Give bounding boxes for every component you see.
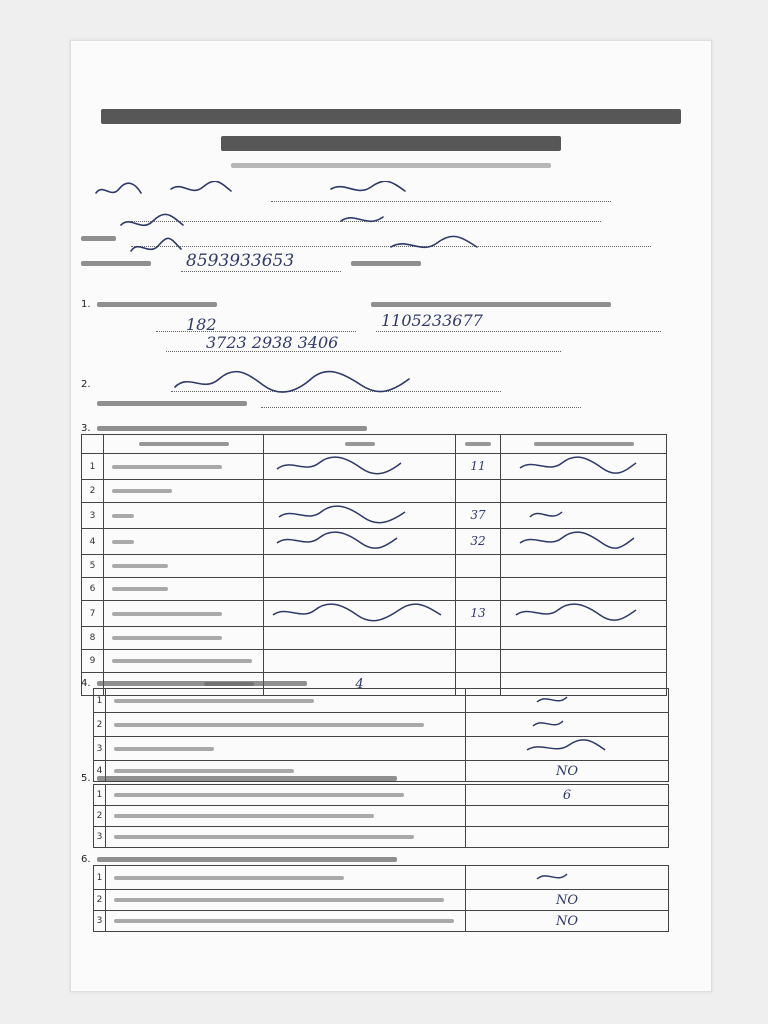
question-number: 6. — [81, 854, 91, 865]
header-handwriting — [91, 181, 271, 261]
occupation-cell — [501, 529, 667, 555]
question-label — [106, 713, 466, 737]
row-number: 2 — [82, 480, 104, 503]
section-label — [97, 401, 247, 406]
occupation-cell — [501, 503, 667, 529]
survey-number-handwritten: 182 — [186, 315, 217, 334]
table-row — [94, 713, 669, 737]
section-4-table — [93, 688, 669, 782]
name-cell — [264, 503, 456, 529]
age-cell: 13 — [456, 601, 501, 627]
row-number: 4 — [94, 761, 106, 782]
row-number: 2 — [94, 890, 106, 911]
table-row — [94, 890, 669, 911]
family-members-table — [81, 434, 667, 696]
row-number: 3 — [82, 503, 104, 529]
table-row — [94, 827, 669, 848]
header-handwriting — [301, 181, 541, 261]
field-line — [261, 407, 581, 408]
table-row — [94, 737, 669, 761]
question-number: 5. — [81, 773, 91, 784]
table-row — [82, 555, 667, 578]
question-label — [106, 806, 466, 827]
aadhaar-number-handwritten: 3723 2938 3406 — [206, 333, 339, 352]
occupation-cell — [501, 578, 667, 601]
name-cell — [264, 555, 456, 578]
age-cell — [456, 480, 501, 503]
section-5-table — [93, 784, 669, 848]
table-row — [94, 785, 669, 806]
question-label — [106, 827, 466, 848]
age-cell: 11 — [456, 454, 501, 480]
section-2-handwriting — [171, 369, 471, 397]
section-label — [97, 681, 307, 686]
relation-label — [104, 578, 264, 601]
field-line — [376, 331, 661, 332]
row-number: 3 — [94, 911, 106, 932]
table-header — [104, 435, 264, 454]
header-dotted-line-4 — [181, 271, 341, 272]
answer-cell — [466, 689, 669, 713]
row-number: 3 — [94, 737, 106, 761]
row-number: 9 — [82, 650, 104, 673]
answer-cell: NO — [466, 890, 669, 911]
occupation-cell — [501, 627, 667, 650]
table-row — [82, 601, 667, 627]
section-6-table — [93, 865, 669, 932]
question-number: 2. — [81, 379, 91, 390]
age-cell — [456, 650, 501, 673]
occupation-cell — [501, 480, 667, 503]
section-label — [97, 857, 397, 862]
table-row — [94, 806, 669, 827]
question-label — [106, 890, 466, 911]
age-cell — [456, 578, 501, 601]
question-number: 3. — [81, 423, 91, 434]
row-number: 3 — [94, 827, 106, 848]
occupation-cell — [501, 454, 667, 480]
phone-number-handwritten: 8593933653 — [186, 251, 295, 271]
relation-label — [104, 529, 264, 555]
question-label — [106, 689, 466, 713]
table-header — [501, 435, 667, 454]
row-number: 1 — [82, 454, 104, 480]
row-number: 6 — [82, 578, 104, 601]
occupation-cell — [501, 601, 667, 627]
relation-label — [104, 650, 264, 673]
form-title-line-1 — [101, 109, 681, 124]
name-cell — [264, 578, 456, 601]
table-row — [94, 689, 669, 713]
question-label — [106, 911, 466, 932]
answer-cell — [466, 713, 669, 737]
occupation-cell — [501, 555, 667, 578]
answer-cell: NO — [466, 911, 669, 932]
header-label — [351, 261, 421, 266]
relation-label — [104, 454, 264, 480]
age-cell: 37 — [456, 503, 501, 529]
answer-cell — [466, 806, 669, 827]
relation-label — [104, 627, 264, 650]
table-row — [82, 578, 667, 601]
answer-cell — [466, 827, 669, 848]
table-row — [94, 911, 669, 932]
table-row — [82, 627, 667, 650]
row-number: 7 — [82, 601, 104, 627]
question-label — [106, 866, 466, 890]
row-number: 1 — [94, 785, 106, 806]
age-cell — [456, 627, 501, 650]
answer-cell: NO — [466, 761, 669, 782]
row-number: 2 — [94, 713, 106, 737]
name-cell — [264, 601, 456, 627]
name-cell — [264, 480, 456, 503]
age-cell: 32 — [456, 529, 501, 555]
answer-cell — [466, 737, 669, 761]
question-number: 4. — [81, 678, 91, 689]
table-row — [82, 650, 667, 673]
name-cell — [264, 529, 456, 555]
section-label — [371, 302, 611, 307]
table-row — [82, 480, 667, 503]
row-number: 4 — [82, 529, 104, 555]
table-header-row — [82, 435, 667, 454]
name-cell — [264, 650, 456, 673]
row-number: 1 — [94, 689, 106, 713]
section-label — [97, 302, 217, 307]
table-header — [456, 435, 501, 454]
total-value: 4 — [264, 673, 456, 696]
section-label — [97, 426, 367, 431]
header-label — [81, 261, 151, 266]
table-row — [82, 503, 667, 529]
second-number-handwritten: 1105233677 — [381, 311, 483, 330]
name-cell — [264, 454, 456, 480]
relation-label — [104, 601, 264, 627]
table-header — [82, 435, 104, 454]
form-title-line-2 — [221, 136, 561, 151]
question-label — [106, 785, 466, 806]
name-cell — [264, 627, 456, 650]
row-number: 1 — [94, 866, 106, 890]
relation-label — [104, 480, 264, 503]
row-number: 2 — [94, 806, 106, 827]
age-cell — [456, 555, 501, 578]
question-number: 1. — [81, 299, 91, 310]
row-number: 5 — [82, 555, 104, 578]
form-sheet — [70, 40, 712, 992]
form-subtitle — [231, 163, 551, 168]
table-header — [264, 435, 456, 454]
occupation-cell — [501, 650, 667, 673]
section-label — [97, 776, 397, 781]
row-number: 8 — [82, 627, 104, 650]
answer-cell: 6 — [466, 785, 669, 806]
table-row — [94, 866, 669, 890]
table-row — [82, 454, 667, 480]
table-row — [82, 529, 667, 555]
relation-label — [104, 503, 264, 529]
question-label — [106, 737, 466, 761]
relation-label — [104, 555, 264, 578]
answer-cell — [466, 866, 669, 890]
